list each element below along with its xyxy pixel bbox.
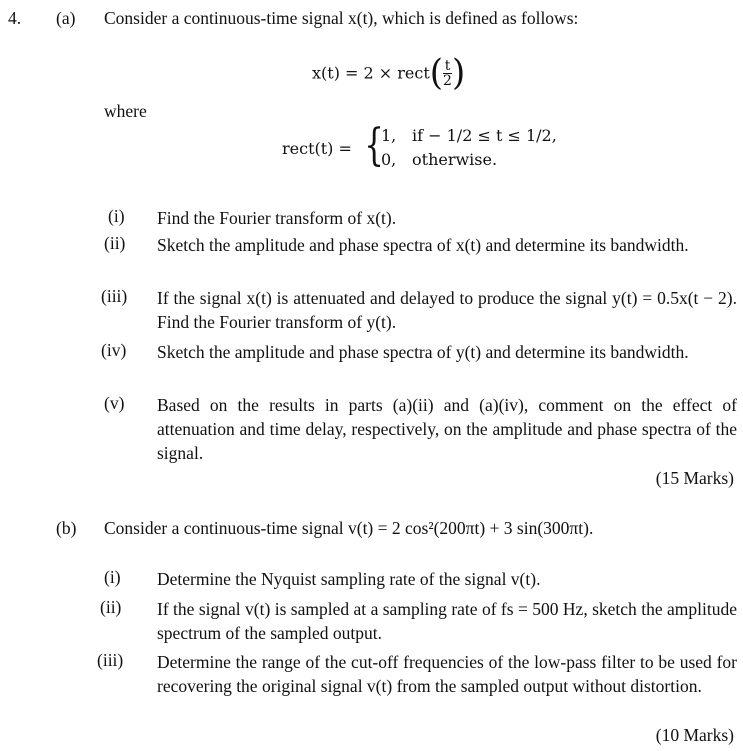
item-b-ii-label: (ii) — [100, 597, 122, 617]
fraction-denominator: 2 — [443, 72, 452, 89]
item-a-iii-text: If the signal x(t) is attenuated and delayed to produce the signal y(t) = 0.5x(t − 2). Find the Fourier transform of y(t). — [157, 288, 737, 332]
part-a-label: (a) — [56, 8, 76, 28]
item-a-v-label: (v) — [104, 393, 125, 413]
item-a-i-label: (i) — [108, 206, 125, 226]
rect-case2-condition: otherwise. — [412, 150, 498, 169]
question-number: 4. — [8, 8, 22, 28]
item-b-i-label: (i) — [104, 567, 121, 587]
item-b-iii-label: (iii) — [97, 650, 124, 670]
left-brace: { — [364, 120, 384, 171]
item-b-iii-text: Determine the range of the cut-off frequencies of the low-pass filter to be used for recovering the original signal v(t) from the sampled output without distortion. — [157, 652, 737, 696]
part-b-label: (b) — [56, 518, 77, 538]
part-b-marks: (10 Marks) — [655, 725, 734, 745]
right-paren: ) — [451, 52, 466, 94]
item-a-ii-text: Sketch the amplitude and phase spectra of x(t) and determine its bandwidth. — [157, 235, 689, 255]
fraction — [443, 59, 452, 88]
item-b-i-text: Determine the Nyquist sampling rate of the signal v(t). — [157, 569, 541, 589]
item-a-iv-label: (iv) — [101, 340, 127, 360]
item-a-i-text: Find the Fourier transform of x(t). — [157, 208, 397, 228]
item-a-v-text: Based on the results in parts (a)(ii) and (a)(iv), comment on the effect of attenuation and time delay, respectively, on the amplitude and phase spectra of the signal. — [157, 395, 737, 463]
part-a-marks: (15 Marks) — [655, 468, 734, 488]
item-a-iv-text: Sketch the amplitude and phase spectra of y(t) and determine its bandwidth. — [157, 342, 689, 362]
where-label: where — [104, 101, 147, 121]
equation-x — [312, 52, 466, 94]
item-a-iii-label: (iii) — [101, 286, 128, 306]
item-b-ii-text: If the signal v(t) is sampled at a sampling rate of fs = 500 Hz, sketch the amplitude spectrum of the sampled output. — [157, 599, 737, 643]
equation-x-lhs: x(t) = 2 × rect — [312, 63, 430, 83]
fraction-numerator: t — [444, 57, 451, 74]
rect-case1-value: 1, — [381, 126, 397, 145]
rect-lhs: rect(t) = — [282, 139, 352, 158]
part-a-intro: Consider a continuous-time signal x(t), which is defined as follows: — [104, 8, 579, 28]
item-a-ii-label: (ii) — [104, 233, 126, 253]
part-b-intro: Consider a continuous-time signal v(t) = 2 cos²(200πt) + 3 sin(300πt). — [104, 518, 594, 538]
left-paren: ( — [429, 52, 444, 94]
rect-case2-value: 0, — [381, 150, 397, 169]
rect-case1-condition: if − 1/2 ≤ t ≤ 1/2, — [412, 126, 557, 145]
